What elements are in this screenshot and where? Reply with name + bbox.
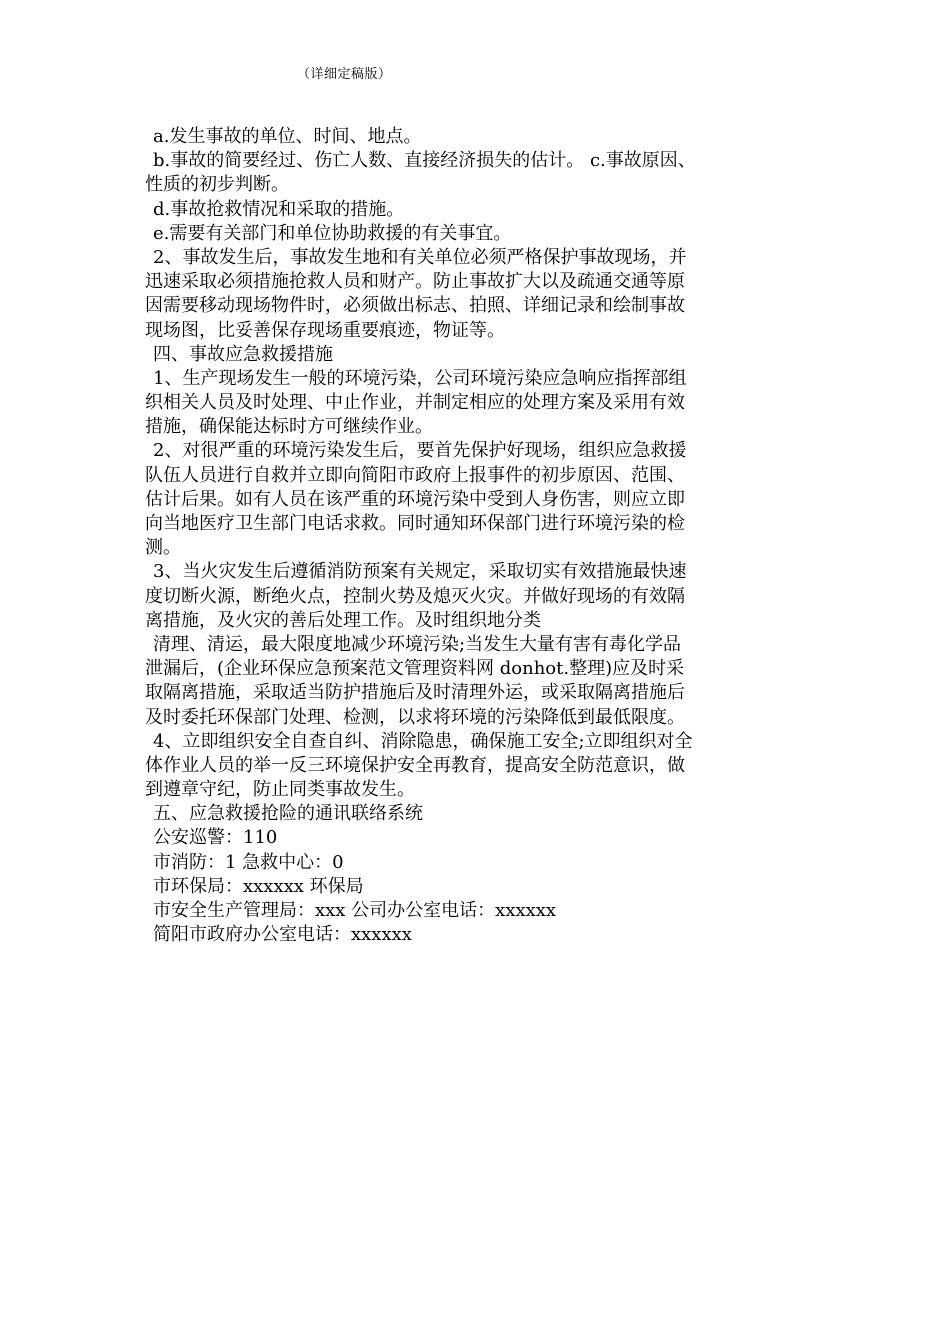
text-line: 2、事故发生后，事故发生地和有关单位必须严格保护事故现场，并 bbox=[153, 246, 687, 268]
text-line: d.事故抢救情况和采取的措施。 bbox=[153, 198, 405, 220]
text-line: 公安巡警：110 bbox=[153, 827, 278, 849]
text-line: 四、事故应急救援措施 bbox=[153, 343, 333, 365]
text-line: 2、对很严重的环境污染发生后，要首先保护好现场，组织应急救援 bbox=[153, 440, 687, 462]
text-line: 因需要移动现场物件时，必须做出标志、拍照、详细记录和绘制事故 bbox=[145, 295, 685, 317]
text-line: 向当地医疗卫生部门电话求救。同时通知环保部门进行环境污染的检 bbox=[145, 513, 685, 534]
text-line: 清理、清运，最大限度地减少环境污染;当发生大量有害有毒化学品 bbox=[153, 633, 682, 655]
text-line: 取隔离措施，采取适当防护措施后及时清理外运，或采取隔离措施后 bbox=[145, 682, 685, 704]
text-line: 性质的初步判断。 bbox=[145, 174, 289, 196]
text-line: a.发生事故的单位、时间、地点。 bbox=[153, 126, 422, 147]
text-line: 市消防：1 急救中心：0 bbox=[153, 851, 344, 873]
text-line: 市安全生产管理局：xxx 公司办公室电话：xxxxxx bbox=[153, 900, 557, 921]
text-line: 1、生产现场发生一般的环境污染，公司环境污染应急响应指挥部组 bbox=[153, 367, 687, 389]
text-line: 体作业人员的举一反三环境保护安全再教育，提高安全防范意识，做 bbox=[145, 754, 685, 776]
text-line: 迅速采取必须措施抢救人员和财产。防止事故扩大以及疏通交通等原 bbox=[145, 271, 685, 293]
text-line: 市环保局：xxxxxx 环保局 bbox=[153, 875, 364, 897]
text-line: 措施，确保能达标时方可继续作业。 bbox=[145, 416, 433, 438]
text-line: 估计后果。如有人员在该严重的环境污染中受到人身伤害，则应立即 bbox=[145, 488, 685, 510]
text-line: 到遵章守纪，防止同类事故发生。 bbox=[145, 779, 415, 801]
text-line: b.事故的简要经过、伤亡人数、直接经济损失的估计。 c.事故原因、 bbox=[153, 150, 696, 172]
text-line: 4、立即组织安全自查自纠、消除隐患，确保施工安全;立即组织对全 bbox=[153, 730, 693, 752]
text-line: 泄漏后，(企业环保应急预案范文管理资料网 donhot.整理)应及时采 bbox=[145, 658, 685, 680]
text-line: e.需要有关部门和单位协助救援的有关事宜。 bbox=[153, 222, 512, 244]
version-note: （详细定稿版） bbox=[297, 67, 392, 82]
text-line: 测。 bbox=[145, 537, 181, 559]
text-line: 度切断火源，断绝火点，控制火势及熄灭火灾。并做好现场的有效隔 bbox=[145, 585, 685, 607]
text-line: 3、当火灾发生后遵循消防预案有关规定，采取切实有效措施最快速 bbox=[153, 561, 687, 583]
text-line: 简阳市政府办公室电话：xxxxxx bbox=[153, 924, 412, 946]
text-line: 离措施，及火灾的善后处理工作。及时组织地分类 bbox=[145, 609, 541, 631]
text-line: 现场图，比妥善保存现场重要痕迹，物证等。 bbox=[145, 319, 505, 341]
document-body bbox=[145, 125, 815, 947]
text-line: 队伍人员进行自救并立即向简阳市政府上报事件的初步原因、范围、 bbox=[145, 464, 685, 486]
text-line: 五、应急救援抢险的通讯联络系统 bbox=[153, 803, 423, 825]
text-line: 织相关人员及时处理、中止作业，并制定相应的处理方案及采用有效 bbox=[145, 392, 685, 414]
text-line: 及时委托环保部门处理、检测，以求将环境的污染降低到最低限度。 bbox=[145, 706, 685, 728]
